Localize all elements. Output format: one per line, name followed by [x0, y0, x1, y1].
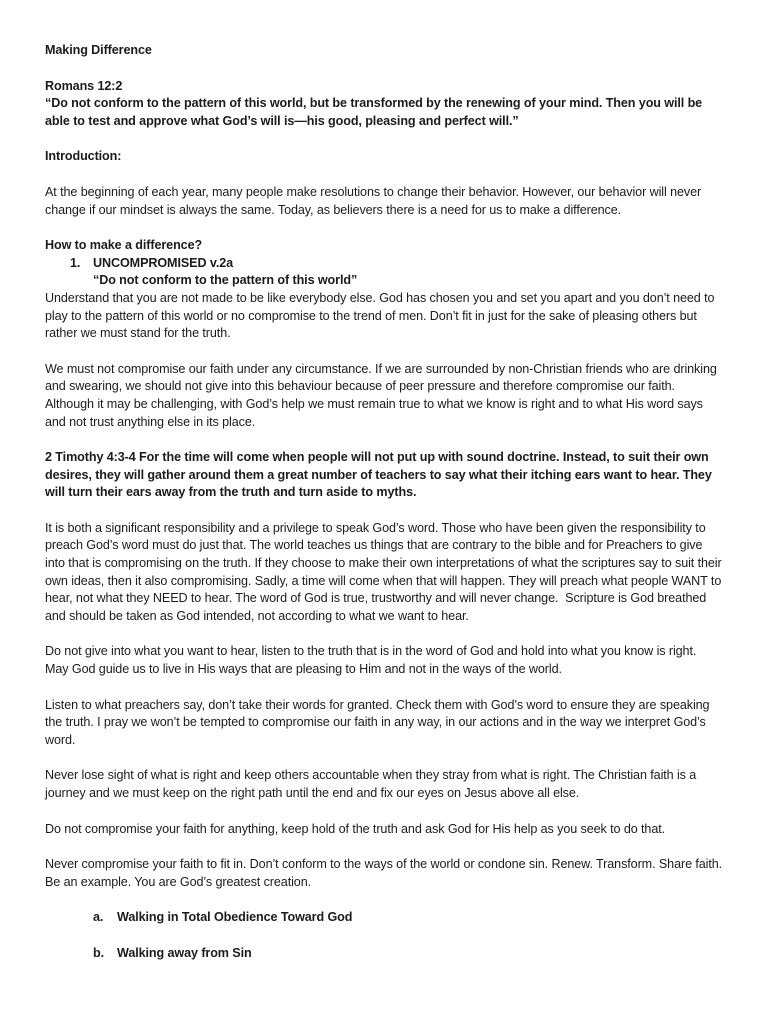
- paragraph: [45, 184, 723, 219]
- paragraph-text: At the beginning of each year, many people make resolutions to change their behavior. However, our behavior will never change if our mindset is always the same. Today, as believers there is a need for us to make a difference.: [45, 184, 705, 217]
- paragraph-text: Listen to what preachers say, don’t take their words for granted. Check them with God’s word to ensure they are speaking the truth. I pray we won’t be tempted to compromise our faith in any way, in our actions and in the way we interpret God’s word.: [45, 697, 713, 747]
- paragraph: [45, 361, 723, 431]
- paragraph-text: Never compromise your faith to fit in. Don’t conform to the ways of the world or condone sin. Renew. Transform. Share faith. Be an example. You are God’s greatest creation.: [45, 857, 726, 889]
- paragraph-text: Understand that you are not made to be like everybody else. God has chosen you and set you apart and you don’t need to play to the pattern of this world or no compromise to the trend of men. Don’t fit in just for the sake of pleasing others but rather we must stand for the truth.: [45, 290, 718, 341]
- paragraph: [45, 42, 723, 60]
- paragraph: [45, 697, 723, 750]
- list-marker: a.: [93, 910, 104, 925]
- paragraph-text: 2 Timothy 4:3-4 For the time will come when people will not put up with sound doctrine. Instead, to suit their own desires, they will gather around them a great number of teachers to say what their itching ears want to hear. They will turn their ears away from the truth and turn aside to myths.: [45, 450, 716, 500]
- paragraph: [45, 272, 723, 290]
- paragraph: [45, 643, 723, 678]
- paragraph: [45, 449, 723, 502]
- paragraph-text: Walking away from Sin: [117, 945, 252, 960]
- paragraph-text: Do not compromise your faith for anything, keep hold of the truth and ask God for His help as you seek to do that.: [45, 821, 666, 836]
- paragraph-text: How to make a difference?: [45, 238, 203, 253]
- paragraph-text: Introduction:: [45, 149, 122, 164]
- list-item: [45, 255, 723, 273]
- list-marker: 1.: [70, 255, 81, 270]
- paragraph-text: “Do not conform to the pattern of this world, but be transformed by the renewing of your mind. Then you will be able to test and approve what God’s will is—his good, pleasing and perfect will.”: [45, 96, 706, 128]
- paragraph-text: UNCOMPROMISED v.2a: [93, 255, 234, 270]
- document-body: [45, 42, 726, 963]
- paragraph-text: We must not compromise our faith under any circumstance. If we are surrounded by non-Christian friends who are drinking and swearing, we should not give into this behaviour because of peer pressure and therefore compromise our faith. Although it may be challenging, with God’s help we must remain true to what we know is right and to what His word says and not trust anything else in its place.: [45, 361, 721, 429]
- list-marker: b.: [93, 945, 104, 960]
- paragraph: [45, 290, 723, 343]
- paragraph: [45, 821, 723, 839]
- paragraph-text: Romans 12:2: [45, 78, 123, 93]
- paragraph-text: Do not give into what you want to hear, listen to the truth that is in the word of God and hold into what you know is right. May God guide us to live in His ways that are pleasing to Him and not in the ways of the world.: [45, 644, 700, 677]
- paragraph: [45, 148, 723, 166]
- paragraph: [45, 767, 723, 802]
- paragraph: [45, 237, 723, 255]
- paragraph: [45, 78, 723, 96]
- paragraph: [45, 520, 726, 626]
- paragraph: [45, 856, 726, 891]
- list-item: [45, 909, 723, 927]
- list-item: [45, 945, 723, 963]
- paragraph-text: Making Difference: [45, 43, 152, 57]
- paragraph-text: It is both a significant responsibility and a privilege to speak God’s word. Those who have been given the responsibility to preach God’s word must do just that. The world teaches us things that are contrary to the bible and for Preachers to give into that is compromising on the truth. If they choose to make their own interpretations of what the scriptures say to suit their own ideas, then it also compromising. Sadly, a time will come when that will happen. They will preach what people WANT to hear, not what they NEED to hear. The word of God is true, trustworthy and will never change. Scripture is God breathed and should be taken as God intended, not according to what we want to hear.: [45, 520, 726, 623]
- paragraph: [45, 95, 723, 130]
- paragraph-text: Never lose sight of what is right and keep others accountable when they stray from what is right. The Christian faith is a journey and we must keep on the right path until the end and fix our eyes on Jesus above all else.: [45, 768, 700, 800]
- paragraph-text: Walking in Total Obedience Toward God: [117, 910, 353, 925]
- paragraph-text: “Do not conform to the pattern of this world”: [93, 273, 358, 288]
